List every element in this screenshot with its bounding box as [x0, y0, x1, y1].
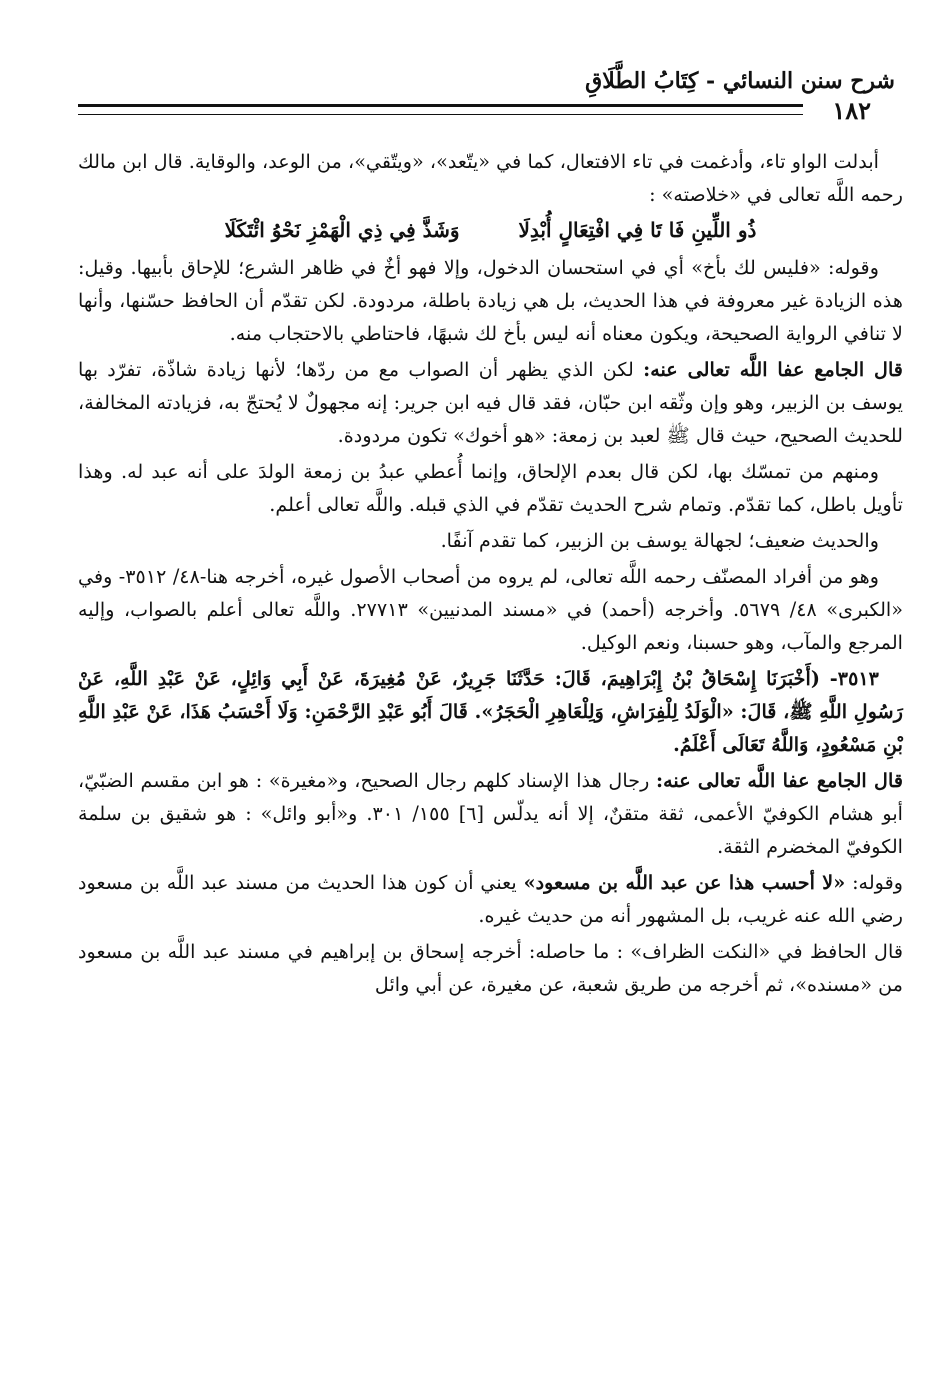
hadith-3513: ٣٥١٣- (أَخْبَرَنَا إِسْحَاقُ بْنُ إِبْرَاهِيمَ، قَالَ: حَدَّثَنَا جَرِيرٌ، عَنْ مُغِيرَةَ، عَنْ أَبِي وَائِلٍ، عَنْ عَبْدِ اللَّهِ، عَنْ رَسُولِ اللَّهِ ﷺ، قَالَ: «الْوَلَدُ لِلْفِرَاشِ، وَلِلْعَاهِرِ الْحَجَرُ». قَالَ أَبُو عَبْدِ الرَّحْمَنِ: وَلَا أَحْسَبُ هَذَا، عَنْ عَبْدِ اللَّهِ بْنِ مَسْعُودٍ، وَاللَّهُ تَعَالَى أَعْلَمُ.: [78, 667, 903, 756]
running-header: [78, 68, 895, 100]
paragraph-3: [78, 353, 903, 452]
jami-lead-2: قال الجامع عفا اللَّه تعالى عنه:: [656, 769, 903, 792]
qawluhu-prefix: وقوله:: [852, 871, 904, 894]
paragraph-4: ومنهم من تمسّك بها، لكن قال بعدم الإلحاق، وإنما أُعطي عبدُ بن زمعة الولدَ على أنه عبد له. وهذا تأويل باطل، كما تقدّم. وتمام شرح الحديث تقدّم في الذي قبله. واللَّه تعالى أعلم.: [78, 460, 903, 516]
verse-first-hemistich: ذُو اللِّينِ فَا تَا فِي افْتِعَالٍ أُبْدِلَا: [518, 218, 757, 242]
page-number: ١٨٢: [832, 96, 871, 125]
verse-second-hemistich: وَشَذَّ فِي ذِي الْهَمْزِ نَحْوُ ائْتَكَلَا: [224, 218, 460, 242]
paragraph-6: وهو من أفراد المصنّف رحمه اللَّه تعالى، لم يروه من أصحاب الأصول غيره، أخرجه هنا-٤٨/ ٣٥١٢- وفي «الكبرى» ٤٨/ ٥٦٧٩. وأخرجه (أحمد) في «مسند المدنيين» ٢٧٧١٣. واللَّه تعالى أعلم بالصواب، وإليه المرجع والمآب، وهو حسبنا، ونعم الوكيل.: [78, 565, 903, 654]
poetry-verse: [78, 214, 903, 247]
paragraph-8-text: رجال هذا الإسناد كلهم رجال الصحيح، و«مغيرة» : هو ابن مقسم الضبّيّ، أبو هشام الكوفيّ الأعمى، ثقة متقنٌ، إلا أنه يدلّس [٦] ١٥٥/ ٣٠١. و«أبو وائل» : هو شقيق بن سلمة الكوفيّ المخضرم الثقة.: [78, 769, 903, 858]
header-rule-thick: [78, 104, 803, 107]
quote-la-ahsabu: «لا أحسب هذا عن عبد اللَّه بن مسعود»: [523, 871, 846, 894]
paragraph-1: أبدلت الواو تاء، وأدغمت في تاء الافتعال، كما في «يتّعد»، «ويتّقي»، من الوعد، والوقاية. قال ابن مالك رحمه اللَّه تعالى في «خلاصته» :: [78, 150, 903, 206]
paragraph-2-text: وقوله: «فليس لك بأخ» أي في استحسان الدخول، وإلا فهو أخٌ في ظاهر الشرع؛ للإحاق بأبيها. وقيل: هذه الزيادة غير معروفة في هذا الحديث، بل هي زيادة باطلة، مردودة. لكن تقدّم أن الحافظ حسّنها، وأنها لا تنافي الرواية الصحيحة، ويكون معناه أنه ليس بأخ لك شبهًا، فاحتاطي بالاحتجاب منه.: [78, 256, 903, 345]
paragraph-9-text: يعني أن كون هذا الحديث من مسند عبد اللَّه بن مسعود رضي الله عنه غريب، بل المشهور أنه من حديث غيره.: [78, 871, 903, 927]
paragraph-10: قال الحافظ في «النكت الظراف» : ما حاصله: أخرجه إسحاق بن إبراهيم في مسند عبد اللَّه بن مسعود من «مسنده»، ثم أخرجه من طريق شعبة، عن مغيرة، عن أبي وائل: [78, 940, 903, 996]
header-title: شرح سنن النسائي - كِتَابُ الطَّلَاقِ: [585, 68, 895, 94]
paragraph-3-text: لكن الذي يظهر أن الصواب مع من ردّها؛ لأنها زيادة شاذّة، تفرّد بها يوسف بن الزبير، وهو وإن وثّقه ابن حبّان، فقد قال فيه ابن جرير: إنه مجهولٌ لا يُحتجّ به، فزيادته المخالفة، للحديث الصحيح، حيث قال ﷺ لعبد بن زمعة: «هو أخوك» تكون مردودة.: [78, 358, 903, 447]
paragraph-2: [78, 251, 903, 350]
paragraph-8: [78, 764, 903, 863]
paragraph-5: والحديث ضعيف؛ لجهالة يوسف بن الزبير، كما تقدم آنفًا.: [440, 529, 879, 552]
paragraph-9: [78, 866, 903, 932]
main-text: [78, 145, 903, 1004]
header-rule-thin: [78, 114, 803, 115]
jami-lead-1: قال الجامع عفا اللَّه تعالى عنه:: [643, 358, 903, 381]
